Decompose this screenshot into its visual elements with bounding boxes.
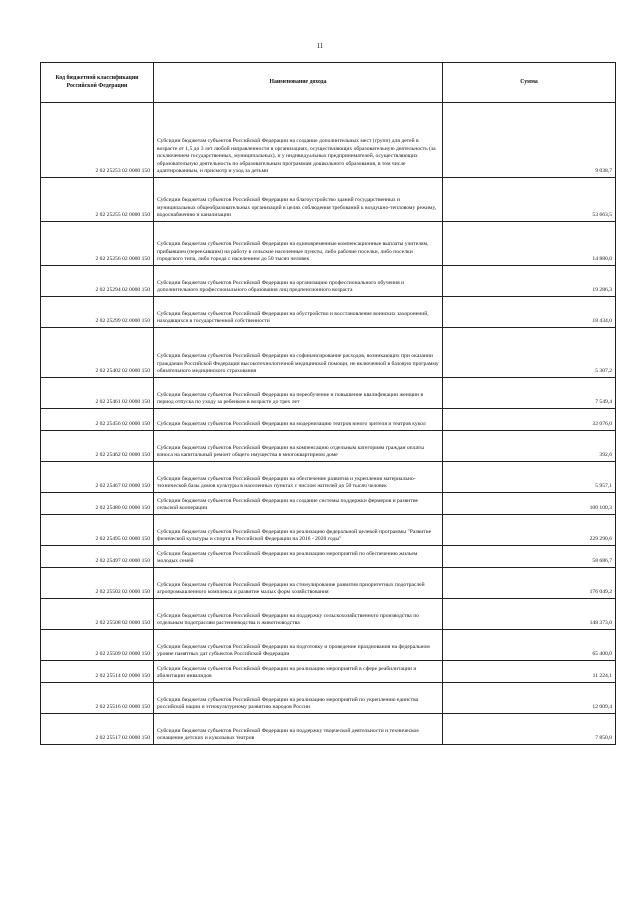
row-code: 2 02 25514 02 0000 150 <box>41 661 154 683</box>
row-code: 2 02 25509 02 0000 150 <box>41 630 154 661</box>
row-name: Субсидии бюджетам субъектов Российской Федерации на обеспечение развития и укрепления материально-технической базы домов культуры в населенных пунктах с числом жителей до 50 тысяч человек <box>154 462 443 493</box>
row-name: Субсидии бюджетам субъектов Российской Федерации на стимулирование развития приоритетных подотраслей агропромышленного комплекса и развитие малых форм хозяйствования <box>154 568 443 599</box>
table-row <box>41 378 616 409</box>
row-code: 2 02 25497 02 0000 150 <box>41 546 154 568</box>
row-name: Субсидии бюджетам субъектов Российской Федерации на обустройство и восстановление воинских захоронений, находящихся в государственной собственности <box>154 297 443 328</box>
row-name: Субсидии бюджетам субъектов Российской Федерации на компенсацию отдельным категориям граждан оплаты взноса на капитальный ремонт общего имущества в многоквартирном доме <box>154 431 443 462</box>
table-row <box>41 409 616 431</box>
row-code: 2 02 25461 02 0000 150 <box>41 378 154 409</box>
row-code: 2 02 25256 02 0000 150 <box>41 222 154 266</box>
table-row <box>41 661 616 683</box>
table-row <box>41 714 616 745</box>
revenue-table <box>40 62 616 745</box>
header-code: Код бюджетной классификации Российской Федерации <box>41 63 154 103</box>
row-sum: 65 400,0 <box>443 630 616 661</box>
row-code: 2 02 25402 02 0000 150 <box>41 328 154 378</box>
table-row <box>41 568 616 599</box>
row-name: Субсидии бюджетам субъектов Российской Федерации на реализацию мероприятий в сфере реабилитации и абилитации инвалидов <box>154 661 443 683</box>
row-code: 2 02 25480 02 0000 150 <box>41 493 154 515</box>
row-code: 2 02 25508 02 0000 150 <box>41 599 154 630</box>
row-sum: 100 100,3 <box>443 493 616 515</box>
table-header-row <box>41 63 616 103</box>
row-sum: 58 686,7 <box>443 546 616 568</box>
row-name: Субсидии бюджетам субъектов Российской Федерации на создание дополнительных мест (групп) для детей в возрасте от 1,5 до 3 лет любой направленности в организациях, осуществляющих образовательную деятельность (за исключением государственных, муниципальных), и у индивидуальных предпринимателей, осуществляющих образовательную деятельность по образовательным программам дошкольного образования, в том числе адаптированным, и присмотр и уход за детьми <box>154 103 443 178</box>
row-name: Субсидии бюджетам субъектов Российской Федерации на поддержку творческой деятельности и техническое оснащение детских и кукольных театров <box>154 714 443 745</box>
table-row <box>41 683 616 714</box>
row-name: Субсидии бюджетам субъектов Российской Федерации на поддержку сельскохозяйственного производства по отдельным подотраслям растениеводства и животноводства <box>154 599 443 630</box>
row-code: 2 02 25253 02 0000 150 <box>41 103 154 178</box>
table-row <box>41 431 616 462</box>
row-name: Субсидии бюджетам субъектов Российской Федерации на единовременные компенсационные выплаты учителям, прибывшим (переехавшим) на работу в сельские населенные пункты, либо рабочие поселки, либо поселки городского типа, либо города с населением до 50 тысяч человек <box>154 222 443 266</box>
row-sum: 176 049,2 <box>443 568 616 599</box>
table-row <box>41 222 616 266</box>
row-sum: 5 307,2 <box>443 328 616 378</box>
row-code: 2 02 25299 02 0000 150 <box>41 297 154 328</box>
row-sum: 9 038,7 <box>443 103 616 178</box>
row-sum: 53 663,5 <box>443 178 616 222</box>
table-row <box>41 297 616 328</box>
table-row <box>41 266 616 297</box>
header-name: Наименование дохода <box>154 63 443 103</box>
row-sum: 12 009,4 <box>443 683 616 714</box>
row-sum: 11 224,1 <box>443 661 616 683</box>
row-sum: 5 957,1 <box>443 462 616 493</box>
table-row <box>41 103 616 178</box>
row-code: 2 02 25495 02 0000 150 <box>41 515 154 546</box>
row-sum: 14 880,0 <box>443 222 616 266</box>
row-sum: 392,6 <box>443 431 616 462</box>
row-sum: 7 549,4 <box>443 378 616 409</box>
table-row <box>41 178 616 222</box>
row-name: Субсидии бюджетам субъектов Российской Федерации на реализацию мероприятий по укреплению единства российской нации и этнокультурному развитию народов России <box>154 683 443 714</box>
row-name: Субсидии бюджетам субъектов Российской Федерации на подготовку и проведение празднования на федеральном уровне памятных дат субъектов Российской Федерации <box>154 630 443 661</box>
table-row <box>41 328 616 378</box>
row-code: 2 02 25502 02 0000 150 <box>41 568 154 599</box>
row-name: Субсидии бюджетам субъектов Российской Федерации на благоустройство зданий государственных и муниципальных общеобразовательных организаций в целях соблюдения требований к воздушно-тепловому режиму, водоснабжению и канализации <box>154 178 443 222</box>
row-sum: 7 850,0 <box>443 714 616 745</box>
header-sum: Сумма <box>443 63 616 103</box>
row-name: Субсидии бюджетам субъектов Российской Федерации на модернизацию театров юного зрителя и театров кукол <box>154 409 443 431</box>
table-row <box>41 462 616 493</box>
row-name: Субсидии бюджетам субъектов Российской Федерации на реализацию мероприятий по обеспечению жильем молодых семей <box>154 546 443 568</box>
table-row <box>41 515 616 546</box>
row-sum: 148 373,0 <box>443 599 616 630</box>
row-code: 2 02 25516 02 0000 150 <box>41 683 154 714</box>
row-name: Субсидии бюджетам субъектов Российской Федерации на софинансирование расходов, возникающих при оказании гражданам Российской Федерации высокотехнологичной медицинской помощи, не включенной в базовую программу обязательного медицинского страхования <box>154 328 443 378</box>
table-row <box>41 546 616 568</box>
row-code: 2 02 25467 02 0000 150 <box>41 462 154 493</box>
table-row <box>41 599 616 630</box>
row-code: 2 02 25517 02 0000 150 <box>41 714 154 745</box>
row-name: Субсидии бюджетам субъектов Российской Федерации на организацию профессионального обучения и дополнительного профессионального образования лиц предпенсионного возраста <box>154 266 443 297</box>
row-code: 2 02 25255 02 0000 150 <box>41 178 154 222</box>
row-sum: 19 286,3 <box>443 266 616 297</box>
row-name: Субсидии бюджетам субъектов Российской Федерации на реализацию федеральной целевой программы "Развитие физической культуры и спорта в Российской Федерации на 2016 - 2020 годы" <box>154 515 443 546</box>
row-code: 2 02 25294 02 0000 150 <box>41 266 154 297</box>
table-row <box>41 630 616 661</box>
row-name: Субсидии бюджетам субъектов Российской Федерации на переобучение и повышение квалификации женщин в период отпуска по уходу за ребенком в возрасте до трех лет <box>154 378 443 409</box>
table-row <box>41 493 616 515</box>
row-sum: 229 290,6 <box>443 515 616 546</box>
row-code: 2 02 25456 02 0000 150 <box>41 409 154 431</box>
row-name: Субсидии бюджетам субъектов Российской Федерации на создание системы поддержки фермеров и развитие сельской кооперации <box>154 493 443 515</box>
row-code: 2 02 25462 02 0000 150 <box>41 431 154 462</box>
table-body <box>41 103 616 745</box>
row-sum: 18 434,0 <box>443 297 616 328</box>
page-number: 11 <box>316 42 324 50</box>
row-sum: 32 076,0 <box>443 409 616 431</box>
